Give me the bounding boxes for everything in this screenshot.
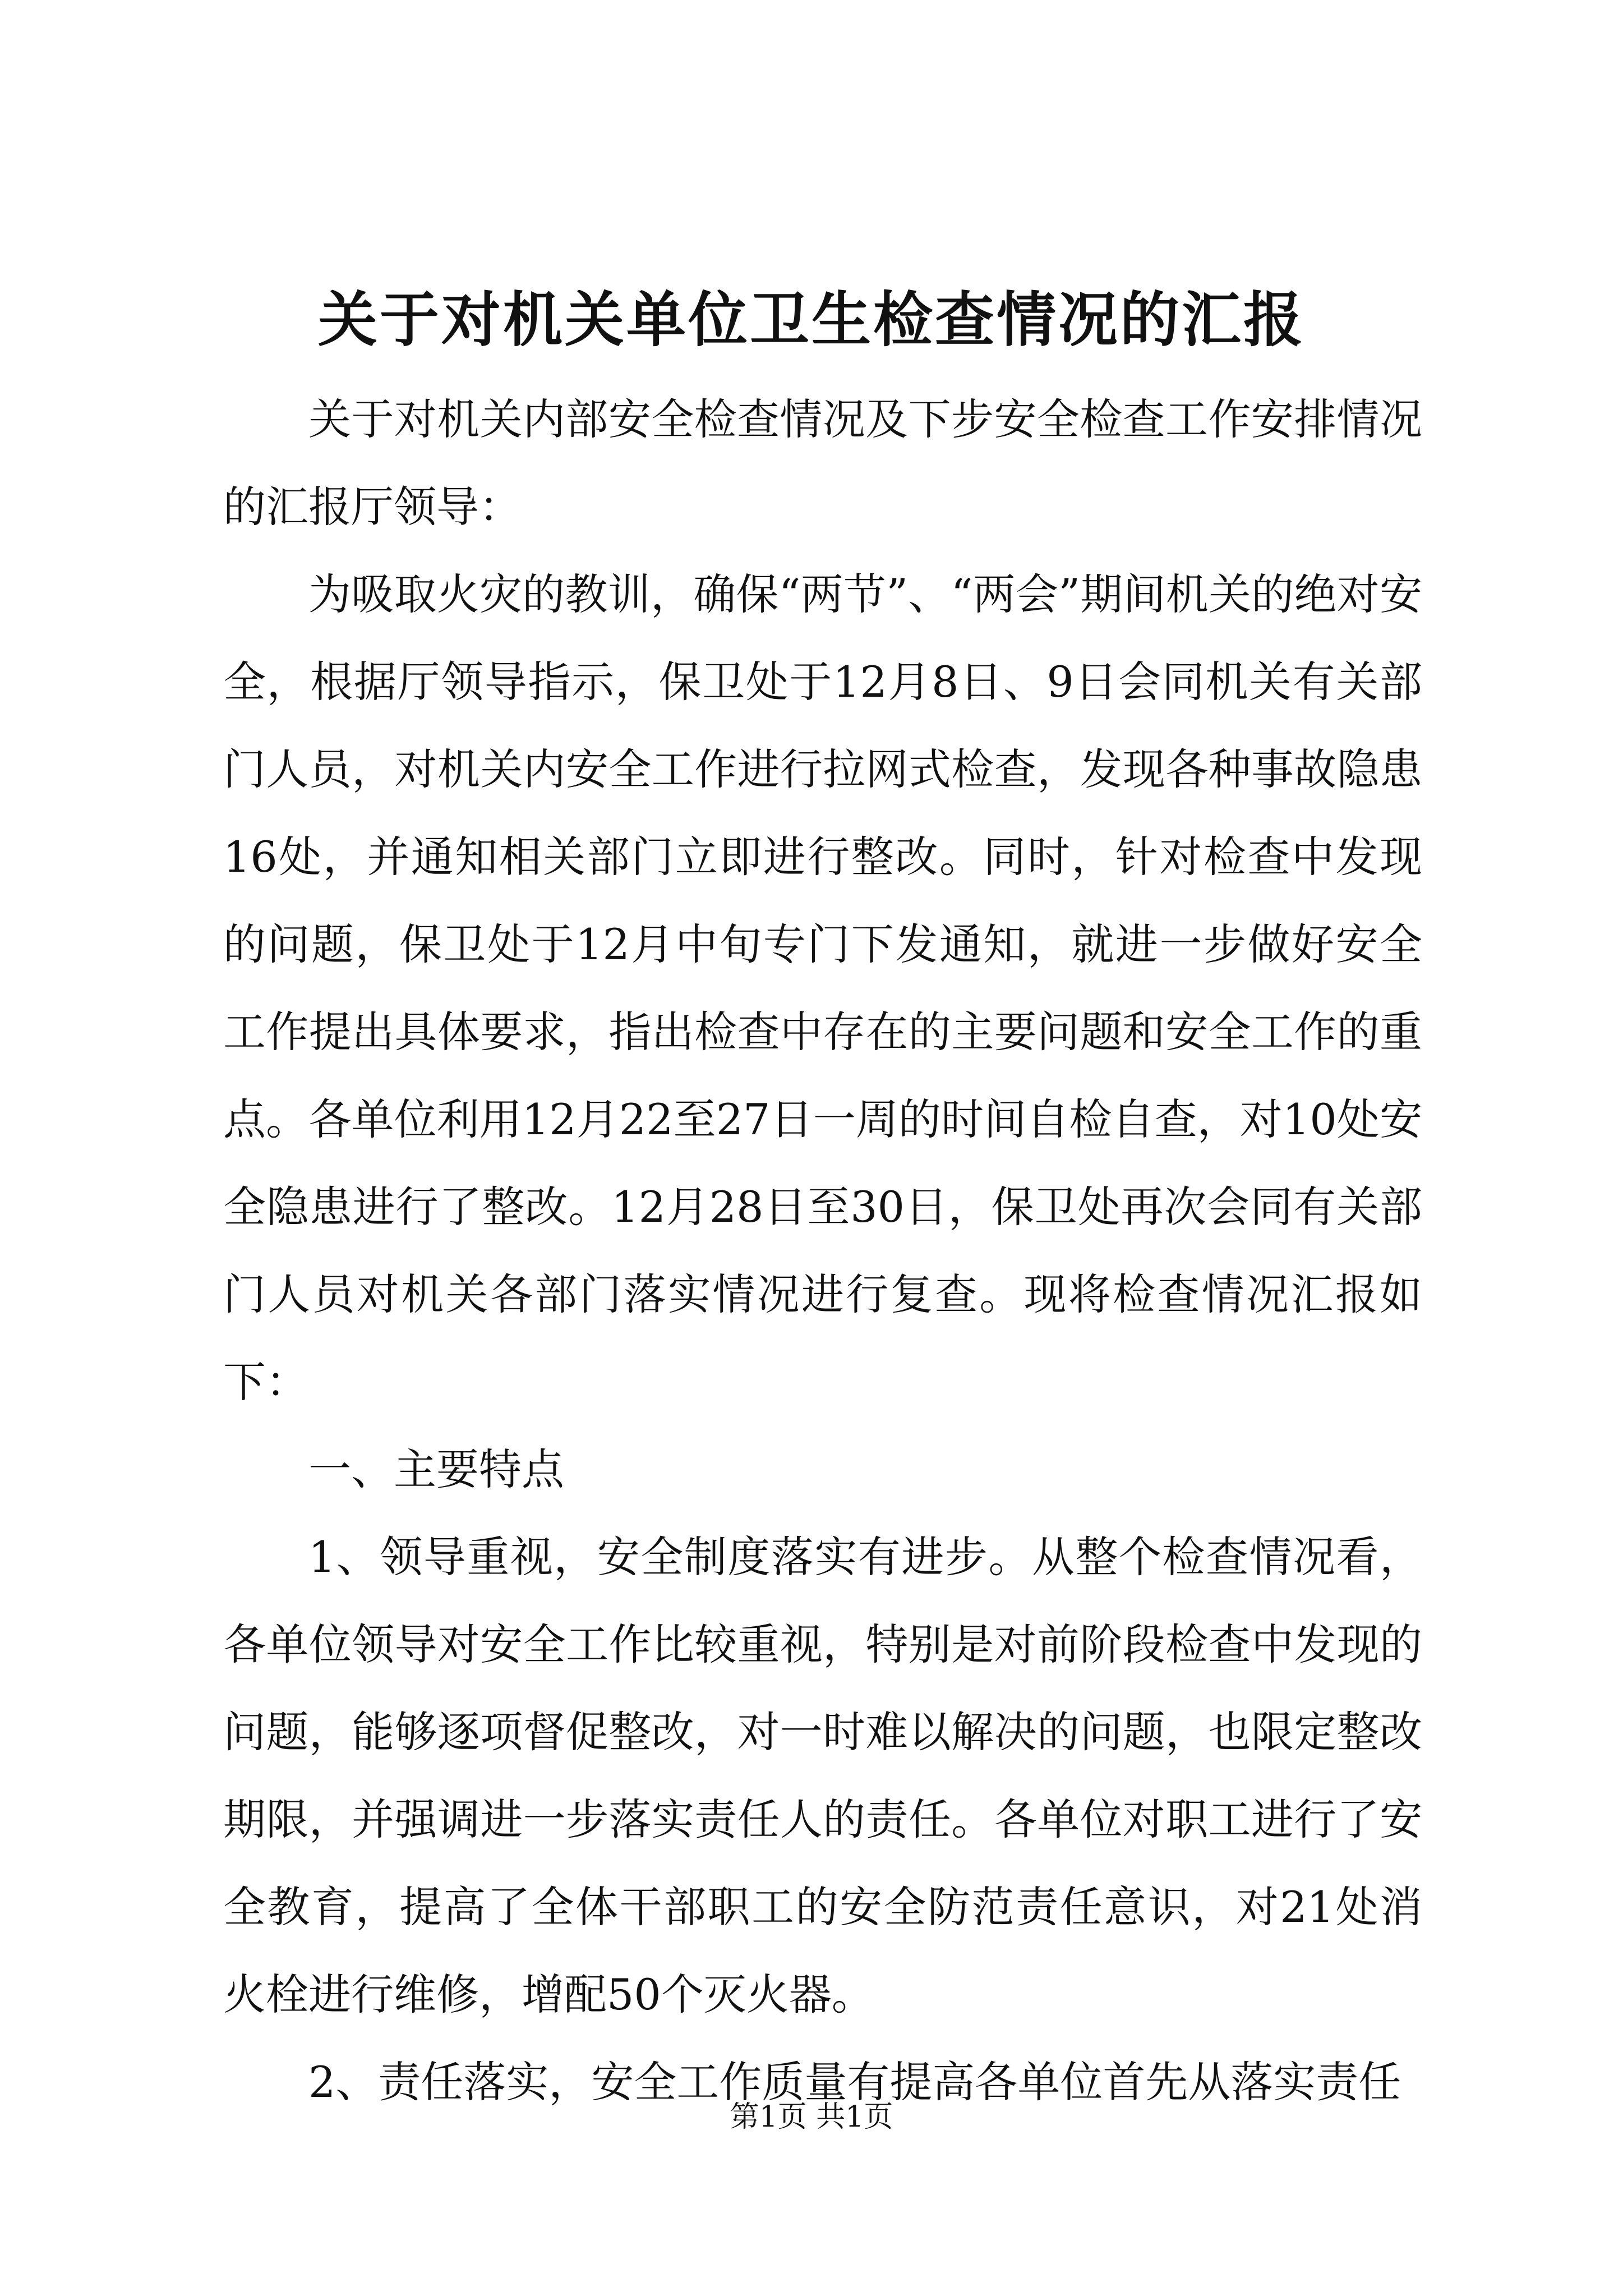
- paragraph-overview: 为吸取火灾的教训，确保“两节”、“两会”期间机关的绝对安全，根据厅领导指示，保卫处于12月8日、9日会同机关有关部门人员，对机关内安全工作进行拉网式检查，发现各种事故隐患16处，并通知相关部门立即进行整改。同时，针对检查中发现的问题，保卫处于12月中旬专门下发通知，就进一步做好安全工作提出具体要求，指出检查中存在的主要问题和安全工作的重点。各单位利用12月22至27日一周的时间自检自查，对10处安全隐患进行了整改。12月28日至30日，保卫处再次会同有关部门人员对机关各部门落实情况进行复查。现将检查情况汇报如下：: [223, 569, 1422, 1407]
- section-heading: 一、主要特点: [308, 1444, 564, 1494]
- document-body: [223, 376, 1422, 2126]
- document-title: 关于对机关单位卫生检查情况的汇报: [318, 284, 1305, 355]
- paragraph-point-2: 2、责任落实，安全工作质量有提高各单位首先从落实责任: [308, 2057, 1401, 2107]
- paragraph-salutation: 关于对机关内部安全检查情况及下步安全检查工作安排情况的汇报厅领导：: [223, 394, 1422, 532]
- page-footer: [0, 2095, 1623, 2139]
- paragraph-point-1: 1、领导重视，安全制度落实有进步。从整个检查情况看，各单位领导对安全工作比较重视，特别是对前阶段检查中发现的问题，能够逐项督促整改，对一时难以解决的问题，也限定整改期限，并强调进一步落实责任人的责任。各单位对职工进行了安全教育，提高了全体干部职工的安全防范责任意识，对21处消火栓进行维修，增配50个灭火器。: [223, 1532, 1422, 2019]
- page-number: 第1页 共1页: [730, 2100, 893, 2134]
